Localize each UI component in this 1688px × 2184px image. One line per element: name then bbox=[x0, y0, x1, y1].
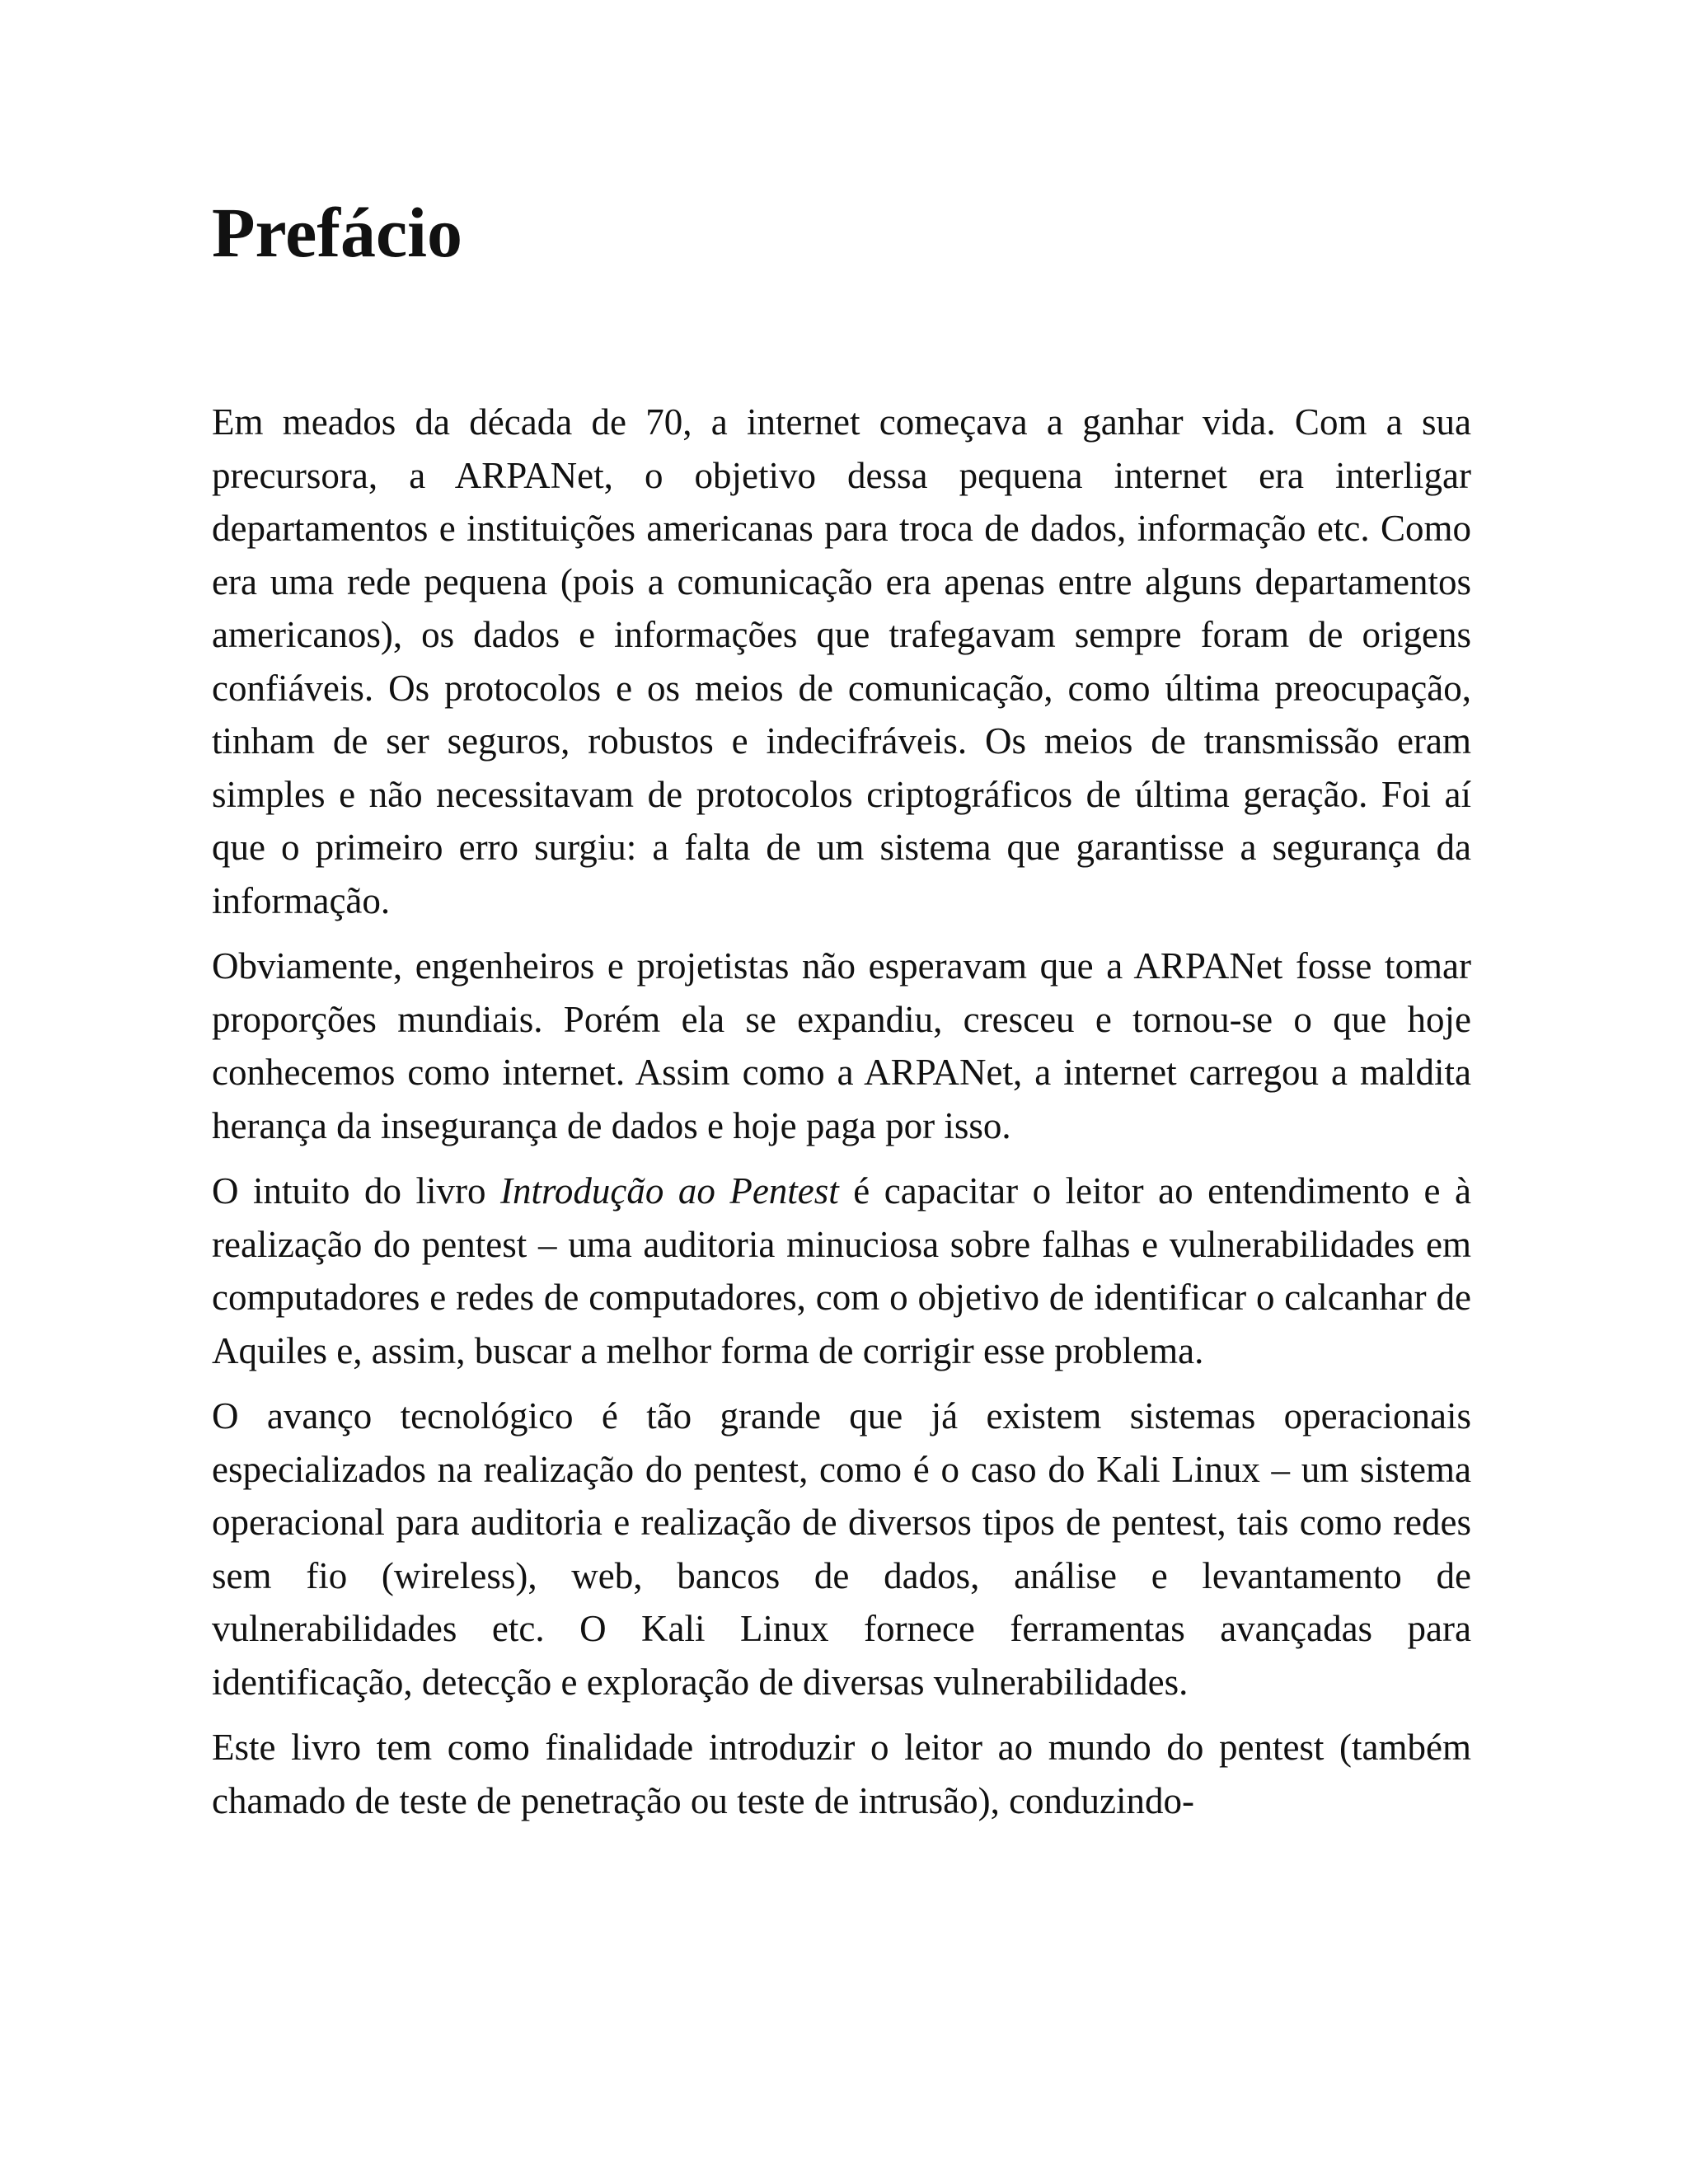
paragraph-4: O avanço tecnológico é tão grande que já existem sistemas operacionais especializados na realização do pentest, como é o caso do Kali Linux – um sistema operacional para auditoria e realização de diversos tipos de pentest, tais como redes sem fio (wireless), web, bancos de dados, análise e levantamento de vulnerabilidades etc. O Kali Linux fornece ferramentas avançadas para identificação, detecção e exploração de diversas vulnerabilidades. bbox=[212, 1395, 1471, 1703]
paragraph-3 bbox=[212, 1165, 1471, 1377]
paragraph-3-text-before: O intuito do livro bbox=[212, 1170, 501, 1212]
page-content bbox=[212, 191, 1471, 1840]
page-title: Prefácio bbox=[212, 193, 463, 272]
paragraph-2: Obviamente, engenheiros e projetistas não esperavam que a ARPANet fosse tomar proporções mundiais. Porém ela se expandiu, cresceu e tornou-se o que hoje conhecemos como internet. Assim como a ARPANet, a internet carregou a maldita herança da insegurança de dados e hoje paga por isso. bbox=[212, 945, 1471, 1146]
paragraph-5: Este livro tem como finalidade introduzir o leitor ao mundo do pentest (também chamado de teste de penetração ou teste de intrusão), conduzindo- bbox=[212, 1727, 1471, 1821]
book-title-italic: Introdução ao Pentest bbox=[500, 1170, 839, 1212]
paragraph-3-text-after: é capacitar o leitor ao entendimento e à realização do pentest – uma auditoria minuciosa sobre falhas e vulnerabilidades em computadores e redes de computadores, com o objetivo de identificar o calcanhar de Aquiles e, assim, buscar a melhor forma de corrigir esse problema. bbox=[212, 1170, 1471, 1371]
paragraph-1: Em meados da década de 70, a internet começava a ganhar vida. Com a sua precursora, a ARPANet, o objetivo dessa pequena internet era interligar departamentos e instituições americanas para troca de dados, informação etc. Como era uma rede pequena (pois a comunicação era apenas entre alguns departamentos americanos), os dados e informações que trafegavam sempre foram de origens confiáveis. Os protocolos e os meios de comunicação, como última preocupação, tinham de ser seguros, robustos e indecifráveis. Os meios de transmissão eram simples e não necessitavam de protocolos criptográficos de última geração. Foi aí que o primeiro erro surgiu: a falta de um sistema que garantisse a segurança da informação. bbox=[212, 401, 1471, 921]
